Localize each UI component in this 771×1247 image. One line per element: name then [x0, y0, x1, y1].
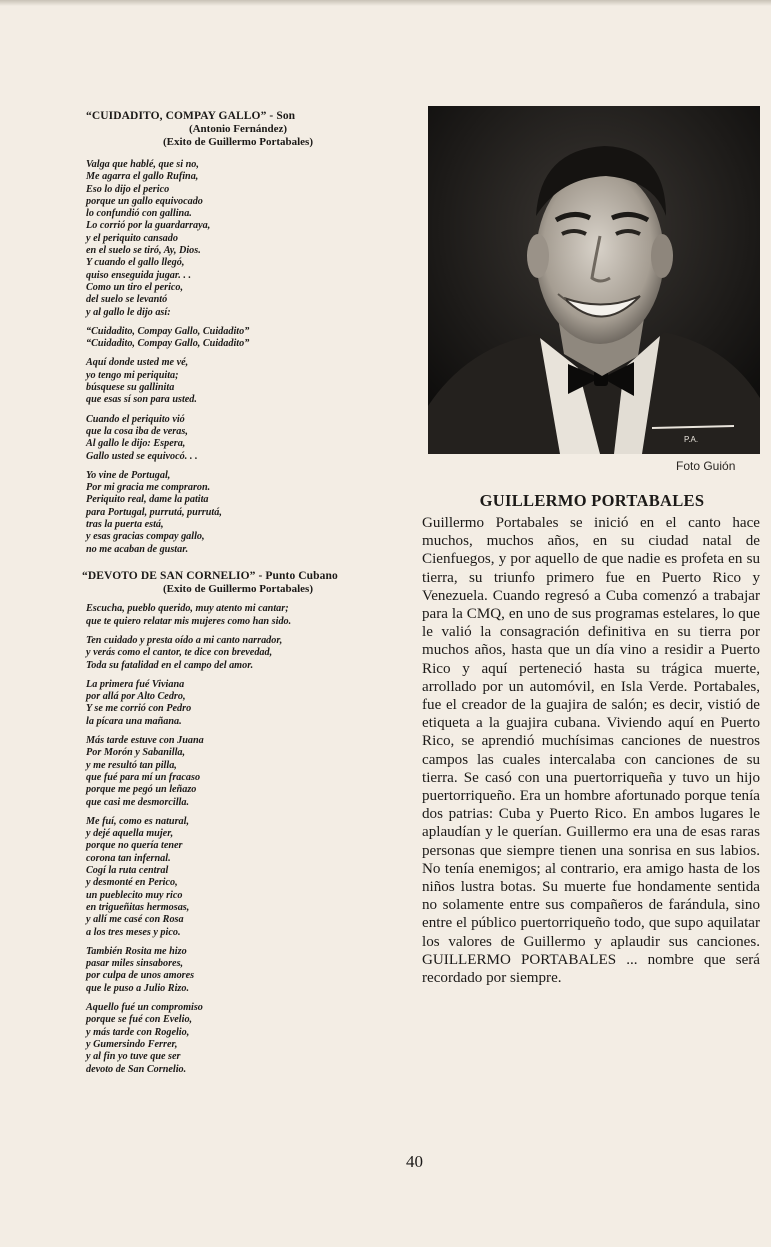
song-lyrics — [82, 159, 394, 556]
song-author: (Antonio Fernández) — [188, 123, 288, 135]
song-hit-credit: (Exito de Guillermo Portabales) — [162, 135, 313, 148]
song-hit-credit: (Exito de Guillermo Portabales) — [162, 582, 313, 595]
song-lyrics — [82, 603, 394, 1075]
stanza: Aquí donde usted me vé, yo tengo mi periquita; búsquese su gallinita que esas sí son para usted. — [86, 357, 197, 406]
stanza: Yo vine de Portugal, Por mi gracia me compraron. Periquito real, dame la patita para Portugal, purrutá, purrutá, tras la puerta está, y esas gracias compay gallo, no me acaban de gustar. — [86, 469, 222, 555]
stanza: También Rosita me hizo pasar miles sinsabores, por culpa de unos amores que le puso a Julio Rizo. — [86, 945, 195, 994]
stanza: Ten cuidado y presta oído a mi canto narrador, y verás como el cantor, te dice con brevedad, Toda su fatalidad en el campo del amor. — [86, 635, 283, 671]
song-cuidadito — [82, 110, 394, 556]
stanza: Me fuí, como es natural, y dejé aquella mujer, porque no quería tener corona tan infernal. Cogí la ruta central y desmonté en Perico, un pueblecito muy rico en trigueñitas hermosas, y allí me casé con Rosa a los tres meses y pico. — [86, 815, 190, 938]
article-title: GUILLERMO PORTABALES — [479, 491, 705, 510]
stanza: Valga que hablé, que si no, Me agarra el gallo Rufina, Eso lo dijo el perico porque un gallo equivocado lo confundió con gallina. Lo corrió por la guardarraya, y el periquito cansado en el suelo se tiró, Ay, Dios. Y cuando el gallo llegó, quiso enseguida jugar. . . Como un tiro el perico, del suelo se levantó y al gallo le dijo así: — [86, 159, 211, 318]
article-body: Guillermo Portabales se inició en el canto hace muchos, muchos años, en su ciudad natal de Cienfuegos, y por aquello de que nadie es profeta en su tierra, su triunfo primero fue en Puerto Rico y Venezuela. Cuando regresó a Cuba comenzó a trabajar para la CMQ, en uno de sus programas estelares, lo que le valió la consagración definitiva en su tierra por muchos años, hasta que un día vino a residir a Puerto Rico y aquí perteneció hasta su trágica muerte, arrollado por un automóvil, en Isla Verde. Portabales, fue el creador de la guajira de salón; es decir, vistió de etiqueta a la guajira cubana. Viviendo aquí en Puerto Rico, se aprendió muchísimas canciones de nuestros campos las cuales intercalaba con canciones de su tierra. Se casó con una puertorriqueña y tuvo un hijo puertorriqueño. Era un hombre afortunado porque tenía dos patrias: Cuba y Puerto Rico. En ambos lugares le aplaudían y le querían. Guillermo era una de esas raras personas que siempre tienen una sonrisa en sus labios. No tenía enemigos; al contrario, era amigo hasta de los niños lustra botas. Su muerte fue hondamente sentida no solamente entre sus compañeros de farándula, sino entre el público puertorriqueño todo, que supo aquilatar los valores de Guillermo y aplaudir sus canciones. GUILLERMO PORTABALES ... nombre que será recordado por siempre. — [422, 515, 760, 987]
portrait-illustration — [428, 106, 760, 454]
portrait-photo — [428, 106, 760, 454]
page-number: 40 — [406, 1152, 423, 1171]
stanza: Aquello fué un compromiso porque se fué con Evelio, y más tarde con Rogelio, y Gumersindo Ferrer, y al fin yo tuve que ser devoto de San Cornelio. — [86, 1002, 203, 1075]
photo-signature: P.A. — [684, 435, 699, 444]
song-title: “CUIDADITO, COMPAY GALLO” - Son — [86, 110, 296, 122]
stanza: Cuando el periquito vió que la cosa iba de veras, Al gallo le dijo: Espera, Gallo usted se equivocó. . . — [86, 413, 198, 462]
stanza: “Cuidadito, Compay Gallo, Cuidadito” “Cuidadito, Compay Gallo, Cuidadito” — [86, 325, 250, 350]
lyrics-column — [82, 110, 394, 1090]
stanza: Escucha, pueblo querido, muy atento mi cantar; que te quiero relatar mis mujeres como han sido. — [86, 603, 292, 627]
stanza: La primera fué Viviana por allá por Alto Cedro, Y se me corrió con Pedro la pícara una mañana. — [86, 678, 192, 727]
song-title: “DEVOTO DE SAN CORNELIO” - Punto Cubano — [82, 569, 338, 582]
photo-credit: Foto Guión — [676, 459, 736, 473]
stanza: Más tarde estuve con Juana Por Morón y Sabanilla, y me resultó tan pilla, que fué para mí un fracaso porque me pegó un leñazo que casi me desmorcilla. — [86, 735, 204, 808]
song-devoto — [82, 570, 394, 1076]
page-top-edge — [0, 0, 771, 6]
